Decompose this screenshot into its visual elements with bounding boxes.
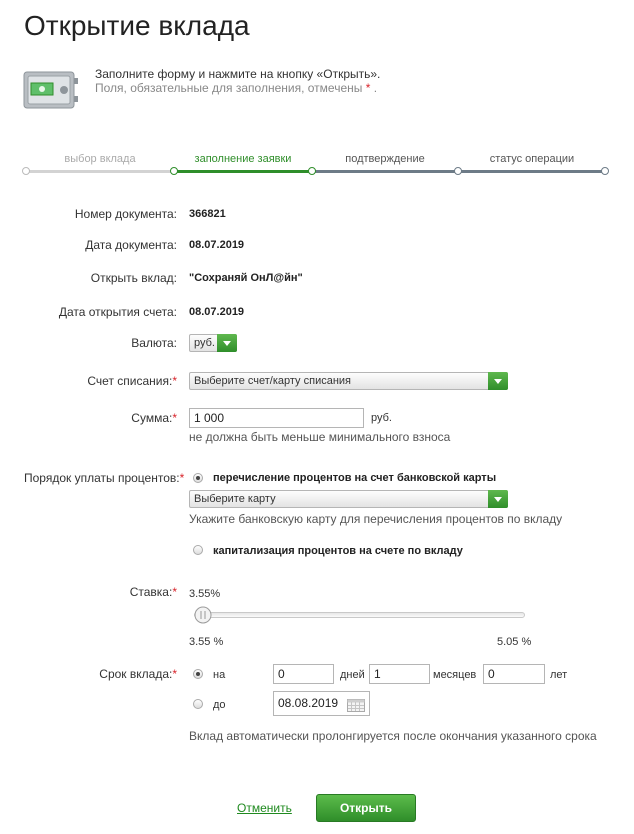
amount-unit: руб. <box>371 412 392 424</box>
debit-account-label-text: Счет списания: <box>87 374 173 388</box>
interest-card-radio[interactable] <box>193 473 203 483</box>
interest-order-label-text: Порядок уплаты процентов: <box>24 471 180 485</box>
debit-account-select[interactable] <box>189 372 508 390</box>
doc-date-value: 08.07.2019 <box>189 239 245 251</box>
open-deposit-value: "Сохраняй ОнЛ@йн" <box>189 272 303 284</box>
safe-icon <box>22 70 80 110</box>
required-note-text: Поля, обязательные для заполнения, отмечены <box>95 81 363 95</box>
interest-capitalization-radio[interactable] <box>193 545 203 555</box>
term-days-input[interactable]: 0 <box>273 664 334 684</box>
required-mark: * <box>365 81 371 95</box>
interest-card-option[interactable]: перечисление процентов на счет банковской карты <box>213 472 497 484</box>
currency-select[interactable] <box>189 334 237 352</box>
term-years-input[interactable]: 0 <box>483 664 545 684</box>
calendar-icon[interactable] <box>347 697 365 710</box>
step-dot-3 <box>308 167 316 175</box>
required-note <box>95 81 377 95</box>
cancel-link[interactable]: Отменить <box>237 801 292 815</box>
term-until-radio[interactable] <box>193 699 203 709</box>
term-days-unit: дней <box>340 669 365 681</box>
doc-date-label: Дата документа: <box>85 238 177 252</box>
rate-label <box>130 585 177 599</box>
doc-number-label: Номер документа: <box>74 207 177 221</box>
interest-card-select-value: Выберите карту <box>194 493 276 505</box>
amount-label-text: Сумма: <box>131 411 173 425</box>
rate-slider-handle[interactable] <box>194 606 212 624</box>
chevron-down-icon <box>217 334 237 352</box>
step-line-1 <box>29 170 174 173</box>
open-date-label: Дата открытия счета: <box>58 305 177 319</box>
step-dot-2 <box>170 167 178 175</box>
rate-label-text: Ставка: <box>129 585 173 599</box>
currency-label: Валюта: <box>131 336 177 350</box>
step-dot-5 <box>601 167 609 175</box>
required-note-end: . <box>373 81 378 95</box>
step-line-4 <box>461 170 606 173</box>
card-hint: Укажите банковскую карту для перечисления процентов по вкладу <box>189 512 563 526</box>
step-fill-application: заполнение заявки <box>194 153 292 165</box>
open-date-value: 08.07.2019 <box>189 306 245 318</box>
required-mark: * <box>172 667 177 681</box>
term-months-input[interactable]: 1 <box>369 664 430 684</box>
step-line-2 <box>177 170 312 173</box>
rate-value: 3.55% <box>189 588 221 600</box>
debit-account-label <box>87 374 177 388</box>
required-mark: * <box>179 471 185 485</box>
interest-capitalization-option[interactable]: капитализация процентов на счете по вкладу <box>213 545 463 557</box>
term-duration-radio[interactable] <box>193 669 203 679</box>
rate-min: 3.55 % <box>189 636 224 648</box>
term-duration-option[interactable]: на <box>213 669 226 681</box>
open-button[interactable]: Открыть <box>316 794 416 822</box>
interest-card-select[interactable] <box>189 490 508 508</box>
auto-prolong-note: Вклад автоматически пролонгируется после окончания указанного срока <box>189 729 597 743</box>
debit-account-select-value: Выберите счет/карту списания <box>194 375 352 387</box>
step-line-3 <box>315 170 458 173</box>
term-label <box>99 667 177 681</box>
term-until-date-input[interactable] <box>273 691 370 716</box>
progress-steps <box>0 150 634 180</box>
amount-input[interactable]: 1 000 <box>189 408 364 428</box>
chevron-down-icon <box>488 490 508 508</box>
required-mark: * <box>172 374 177 388</box>
term-years-unit: лет <box>550 669 568 681</box>
intro-text: Заполните форму и нажмите на кнопку «Открыть». <box>95 67 381 81</box>
step-confirmation: подтверждение <box>345 153 425 165</box>
step-dot-4 <box>454 167 462 175</box>
rate-max: 5.05 % <box>497 636 532 648</box>
term-until-date-value: 08.08.2019 <box>278 696 339 710</box>
interest-order-label <box>24 471 184 485</box>
rate-slider-track[interactable] <box>194 612 525 618</box>
term-label-text: Срок вклада: <box>99 667 173 681</box>
open-deposit-label: Открыть вклад: <box>90 271 177 285</box>
step-dot-1 <box>22 167 30 175</box>
amount-label <box>131 411 177 425</box>
term-until-option[interactable]: до <box>213 699 226 711</box>
doc-number-value: 366821 <box>189 208 226 220</box>
term-months-unit: месяцев <box>433 669 477 681</box>
step-choose-deposit: выбор вклада <box>64 153 136 165</box>
amount-hint: не должна быть меньше минимального взноса <box>189 430 451 444</box>
currency-select-value: руб. <box>194 337 215 349</box>
step-operation-status: статус операции <box>489 153 575 165</box>
page-title: Открытие вклада <box>24 10 250 41</box>
required-mark: * <box>172 585 177 599</box>
required-mark: * <box>172 411 177 425</box>
chevron-down-icon <box>488 372 508 390</box>
